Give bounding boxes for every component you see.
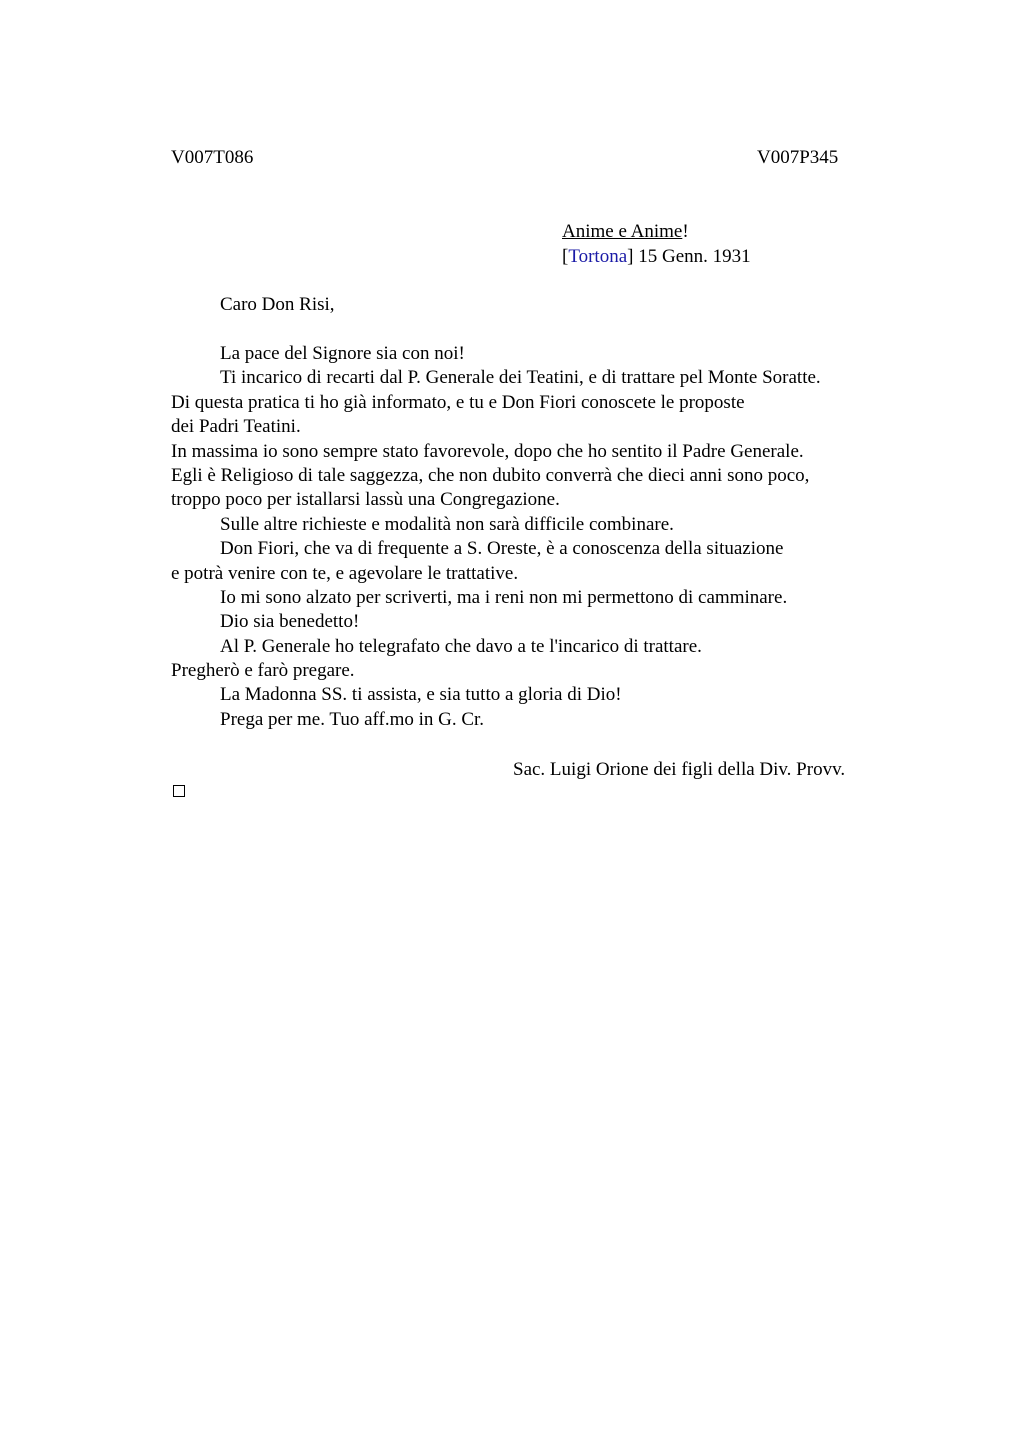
letter-heading bbox=[562, 220, 751, 269]
body-line: Dio sia benedetto! bbox=[220, 611, 360, 633]
end-marker-box bbox=[173, 785, 185, 797]
body-line: Ti incarico di recarti dal P. Generale dei Teatini, e di trattare pel Monte Soratte. bbox=[220, 367, 821, 389]
body-line: Prega per me. Tuo aff.mo in G. Cr. bbox=[220, 708, 485, 730]
letter-title-suffix: ! bbox=[682, 221, 689, 242]
body-line: troppo poco per istallarsi lassù una Congregazione. bbox=[171, 489, 560, 511]
letter-title-line bbox=[562, 220, 751, 245]
body-line: dei Padri Teatini. bbox=[171, 416, 301, 438]
letter-title: Anime e Anime bbox=[562, 221, 683, 242]
letter-date: 15 Genn. 1931 bbox=[633, 245, 751, 267]
body-line: Sulle altre richieste e modalità non sarà difficile combinare. bbox=[220, 513, 674, 535]
signature: Sac. Luigi Orione dei figli della Div. Provv. bbox=[513, 759, 846, 780]
body-line: e potrà venire con te, e agevolare le trattative. bbox=[171, 562, 519, 584]
body-line: Pregherò e farò pregare. bbox=[171, 660, 355, 682]
letter-body bbox=[171, 342, 891, 732]
body-line: Io mi sono alzato per scriverti, ma i reni non mi permettono di camminare. bbox=[220, 586, 788, 608]
body-line: La pace del Signore sia con noi! bbox=[220, 343, 465, 364]
document-code-right: V007P345 bbox=[757, 147, 839, 168]
body-line: In massima io sono sempre stato favorevole, dopo che ho sentito il Padre Generale. bbox=[171, 440, 804, 462]
place-link[interactable]: Tortona bbox=[568, 245, 628, 267]
salutation: Caro Don Risi, bbox=[220, 294, 335, 315]
document-code-left: V007T086 bbox=[171, 147, 254, 168]
body-line: Al P. Generale ho telegrafato che davo a te l'incarico di trattare. bbox=[220, 635, 702, 657]
body-line: Don Fiori, che va di frequente a S. Oreste, è a conoscenza della situazione bbox=[220, 538, 784, 560]
body-line: Di questa pratica ti ho già informato, e tu e Don Fiori conoscete le proposte bbox=[171, 391, 745, 413]
body-line: Egli è Religioso di tale saggezza, che non dubito converrà che dieci anni sono poco, bbox=[171, 464, 810, 486]
bracket-open: [ bbox=[562, 245, 569, 267]
letter-place-date-line bbox=[562, 245, 751, 270]
bracket-close: ] bbox=[627, 245, 634, 267]
body-line: La Madonna SS. ti assista, e sia tutto a gloria di Dio! bbox=[220, 684, 622, 706]
